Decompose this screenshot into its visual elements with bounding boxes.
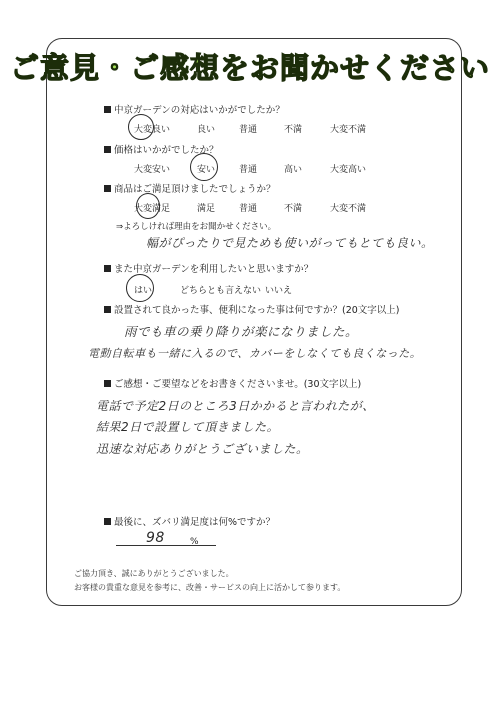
selection-circle [126, 274, 154, 302]
question-satisfaction-percent [104, 514, 275, 528]
question-label: 価格はいかがでしたか？ [114, 145, 219, 156]
option-very-dissatisfied[interactable]: 大変不満 [330, 125, 367, 135]
selection-circle [136, 193, 160, 219]
option-good[interactable]: 良い [197, 125, 216, 135]
option-expensive[interactable]: 高い [284, 165, 303, 175]
percent-unit: % [190, 537, 199, 547]
square-bullet-icon [104, 518, 111, 525]
answer-line: 結果2日で設置して頂きました。 [96, 420, 280, 434]
question-label: 最後に、ズバリ満足度は何%ですか？ [114, 517, 276, 528]
answer-line: 電話で予定2日のところ3日かかると言われたが、 [96, 399, 375, 413]
answer-line: 迅速な対応ありがとうございました。 [96, 442, 309, 456]
selection-circle [190, 153, 218, 181]
reason-prompt: ⇒よろしければ理由をお聞かせください。 [116, 222, 277, 232]
option-average[interactable]: 普通 [239, 204, 258, 214]
square-bullet-icon [104, 185, 111, 192]
square-bullet-icon [104, 146, 111, 153]
reason-answer: 幅がぴったりで見ためも使いがってもとても良い。 [146, 236, 434, 250]
option-very-dissatisfied[interactable]: 大変不満 [330, 204, 367, 214]
option-very-expensive[interactable]: 大変高い [330, 165, 367, 175]
question-label: 中京ガーデンの対応はいかがでしたか？ [114, 105, 285, 116]
page-title: ご意見・ご感想をお聞かせください [9, 51, 490, 85]
option-average[interactable]: 普通 [239, 125, 258, 135]
question-reuse [104, 261, 313, 275]
option-neither[interactable]: どちらとも言えない [180, 286, 262, 296]
question-label: 設置されて良かった事、便利になった事は何ですか？(20文字以上) [114, 305, 400, 316]
option-very-cheap[interactable]: 大変安い [134, 165, 171, 175]
percent-answer-line [116, 545, 216, 546]
square-bullet-icon [104, 106, 111, 113]
selection-circle [128, 114, 154, 140]
question-label: また中京ガーデンを利用したいと思いますか？ [114, 264, 314, 275]
answer-line: 電動自転車も一緒に入るので、カバーをしなくても良くなった。 [88, 347, 422, 360]
option-average[interactable]: 普通 [239, 165, 258, 175]
footer-message: お客様の貴重な意見を参考に、改善・サービスの向上に活かして参ります。 [74, 583, 346, 592]
option-satisfied[interactable]: 満足 [197, 204, 216, 214]
question-label: 商品はご満足頂けましたでしょうか？ [114, 184, 276, 195]
option-no[interactable]: いいえ [265, 286, 293, 296]
satisfaction-value: 98 [146, 530, 165, 546]
question-comments [104, 376, 361, 390]
footer-thanks: ご協力頂き、誠にありがとうございました。 [74, 569, 234, 578]
square-bullet-icon [104, 380, 111, 387]
option-cheap[interactable]: 安い [197, 165, 216, 175]
option-dissatisfied[interactable]: 不満 [284, 204, 303, 214]
square-bullet-icon [104, 306, 111, 313]
option-very-good[interactable]: 大変良い [134, 125, 171, 135]
option-yes[interactable]: はい [134, 286, 153, 296]
square-bullet-icon [104, 265, 111, 272]
question-label: ご感想・ご要望などをお書きくださいませ。(30文字以上) [114, 379, 362, 390]
option-dissatisfied[interactable]: 不満 [284, 125, 303, 135]
option-very-satisfied[interactable]: 大変満足 [134, 204, 171, 214]
question-product-satisfaction [104, 181, 276, 195]
question-staff-response [104, 102, 285, 116]
answer-line: 雨でも車の乗り降りが楽になりました。 [124, 324, 359, 339]
question-benefits [104, 302, 400, 316]
